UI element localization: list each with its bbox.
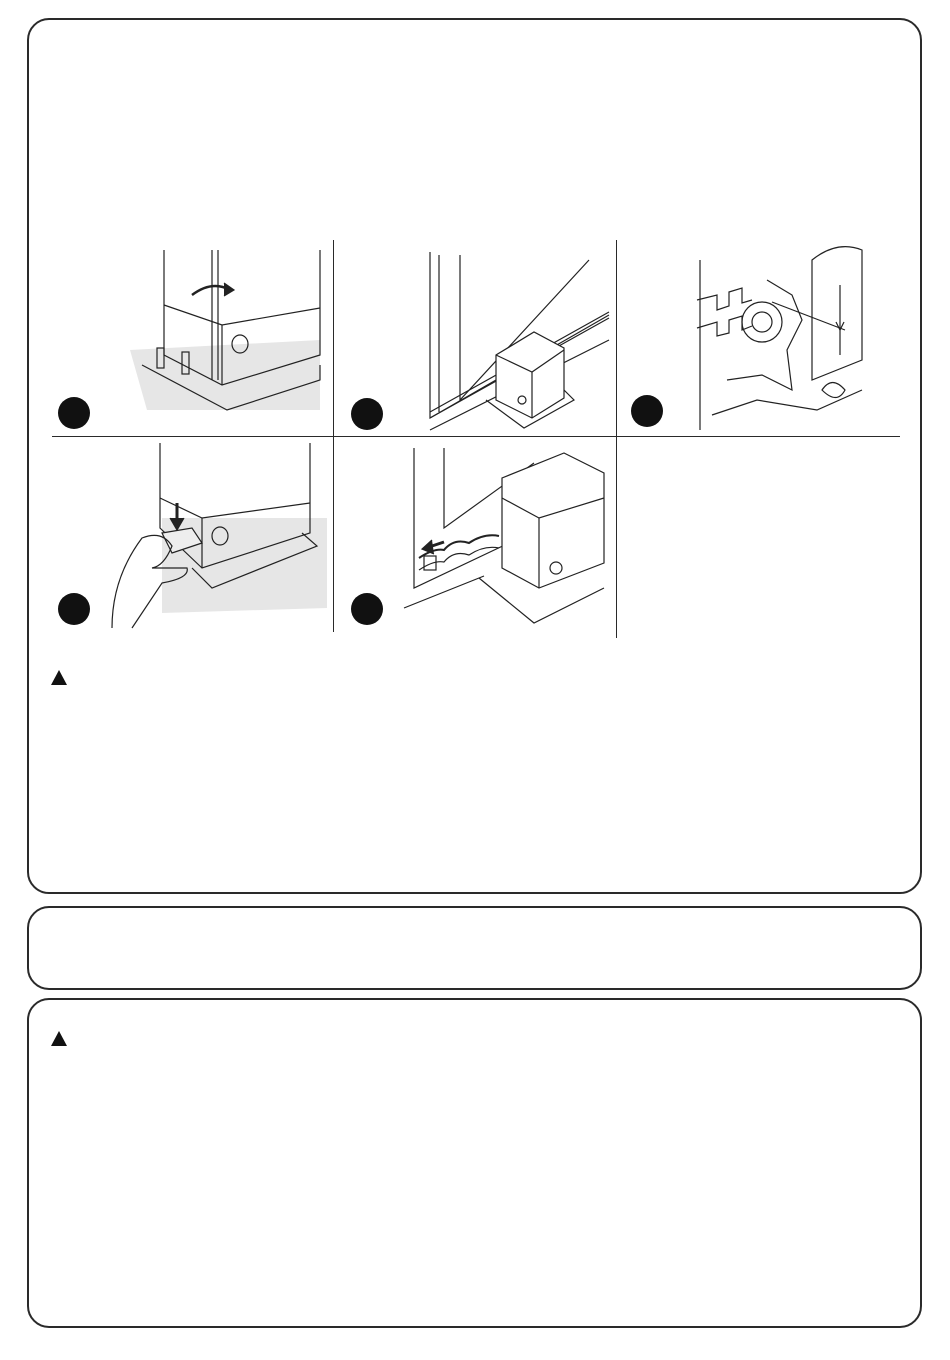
step-marker-2 (351, 398, 383, 430)
figure-panel-4 (52, 438, 332, 632)
step-marker-3 (631, 395, 663, 427)
note-frame (27, 906, 922, 990)
cover-insertion-illustration (52, 438, 332, 632)
figure-panel-1 (52, 240, 332, 435)
step-marker-1 (58, 397, 90, 429)
step-marker-5 (351, 593, 383, 625)
warning-icon (51, 670, 67, 685)
warning-frame (27, 998, 922, 1328)
motor-anchoring-illustration (52, 240, 332, 435)
step-marker-4 (58, 593, 90, 625)
warning-icon-bottom (51, 1031, 67, 1046)
grid-horizontal-divider (52, 436, 900, 437)
